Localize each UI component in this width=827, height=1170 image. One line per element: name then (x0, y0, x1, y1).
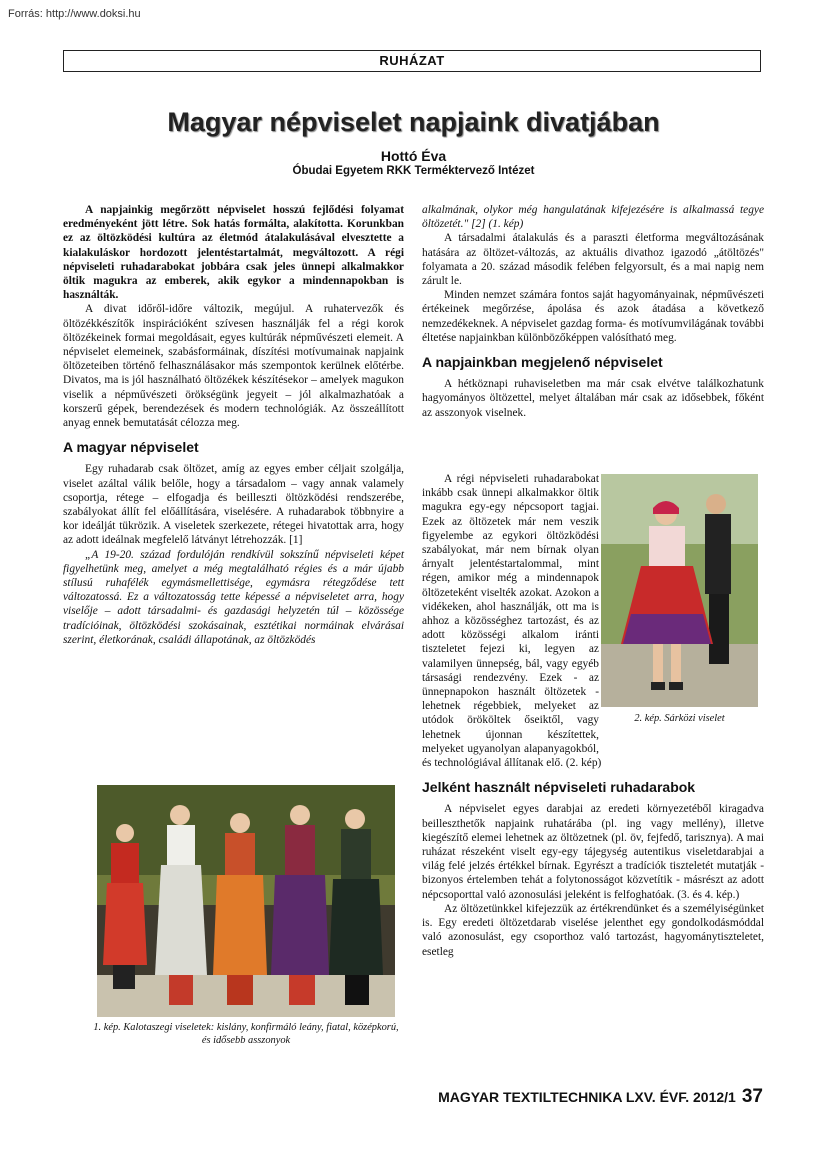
abstract-lead: A napjainkig megőrzött népviselet hosszú fejlődési folyamat eredményeként jött létre. Sok hatás formálta, alakította. Korunkban ez az öltözködési kultúra az életmód átalakulásával elvesztette a kialakuláskor hordozott jelentéstartalmát, megváltozott. A régi népviseleti ruhadarabokat jobbára csak jeles ünnepi alkalmakkor öltik magukra az emberek, akik egykor a mindennapokban is használták. (63, 204, 404, 302)
paragraph: Az öltözetünkkel kifejezzük az értékrendünket és a személyiségünket is. Egy eredeti öltözetdarab viselése jelenthet egy gondolkodásmóddal való azonosulást, egy csoporthoz való tartozást, hagyománytiszteletet, esetleg (422, 902, 764, 958)
quote: „A 19-20. század fordulóján rendkívül sokszínű népviseleti képet figyelhetünk meg, amelyet a még megtalálható régies és a már újabb stílusú ruhafélék egymásmellettisége, egymásra rétegződése tett változatossá. Ez a változatosság tette képessé a népviseletet arra, hogy viselője – adott társadalmi- és gazdasági helyzetén túl – közössége tradícióinak, öltözködési szokásainak, esztétikai normáinak elvárásai szerint, életkorának, családi állapotának, az öltözködés (63, 548, 404, 646)
left-column (63, 203, 404, 647)
footer (438, 1086, 763, 1108)
right-column-top (422, 203, 764, 420)
section-heading: A magyar népviselet (63, 439, 199, 456)
affiliation: Óbudai Egyetem RKK Terméktervező Intézet (292, 165, 535, 177)
section-heading: Jelként használt népviseleti ruhadarabok (422, 779, 696, 796)
paragraph: Minden nemzet számára fontos saját hagyományainak, népművészeti értékeinek megőrzése, ápolása és azok átadása a következő nemzedékeknek. A népviselet gazdag forma- és motívumvilágának további éltetése napjainkban különbözőképpen valósítható meg. (422, 289, 764, 344)
paragraph: A hétköznapi ruhaviseletben ma már csak elvétve találkozhatunk hagyományos öltözettel, melyet általában már csak az idősebbek, főként az asszonyok viselnek. (422, 378, 764, 419)
section-heading: A napjainkban megjelenő népviselet (422, 354, 663, 371)
journal-name: MAGYAR TEXTILTECHNIKA LXV. ÉVF. 2012/1 (438, 1089, 736, 1105)
section-header: RUHÁZAT (63, 50, 761, 72)
source-url: Forrás: http://www.doksi.hu (8, 8, 141, 20)
paragraph: Egy ruhadarab csak öltözet, amíg az egyes ember céljait szolgálja, viselet azáltal válik belőle, hogy a társadalom – vagy annak valamely csoportja, rétege – elfogadja és beilleszti öltözködési rendszerébe, szabályokat állít fel előállítására, viselésére. A ruhadarabok többnyire a kor ideálját tükrözik. A viseletek szerkezete, rétegei hivatottak arra, hogy az adott ideálnak megfelelő látványt létrehozzák. [1] (63, 463, 404, 547)
figure-1-caption: 1. kép. Kalotaszegi viseletek: kislány, konfirmáló leány, fiatal, középkorú, és idősebb asszonyok (93, 1022, 399, 1046)
page-number: 37 (741, 1086, 763, 1107)
figure-2-photo (601, 474, 758, 707)
figure-2-caption: 2. kép. Sárközi viselet (634, 713, 725, 724)
paragraph: A népviselet egyes darabjai az eredeti környezetéből kiragadva beilleszthetők napjaink ruhatárába (pl. ing vagy mellény), illetve kiegészítő elemei lehetnek az öltözetnek (pl. öv, fejfedő, tarisznya). A mai ruházat részeként viselt egy-egy tájegység autentikus viseletdarabjai a világ felé jelzés értékkel bírnak. Egyrészt a tradíciók tiszteletét mutatják - bizonyos értelemben tehát a folytonosságot közvetítik - másrészt az adott népcsoporttal való azonosulási jeleként is felfoghatóak. (3. és 4. kép.) (422, 803, 764, 901)
article-title: Magyar népviselet napjaink divatjában (167, 107, 660, 137)
paragraph: A társadalmi átalakulás és a paraszti életforma megváltozásának hatására az öltözet-változás, az aktuális divathoz igazodó „átöltözés" folyamata a 20. század második felében felgyorsult, és a mai napig nem zárult le. (422, 232, 764, 288)
paragraph: A divat időről-időre változik, megújul. A ruhatervezők és öltözékkészítők inspirációként szívesen használják fel a régi korok öltözékeinek formai megoldásait, egyes kultúrák népművészeti elemeit. A népviselet elemeinek, szabásformáinak, díszítési motívumainak napjaink öltözeteiben történő felhasználásakor más szempontok kerülnek előtérbe. Divatos, ma is jól használható öltözékek készítésekor – amelyek magukon viselik a népművészeti örökségünk jegyeit – jól alkalmazhatóak a korszerű gépek, berendezések és modern technológiák. Az összeállított anyag ennek bemutatását célozza meg. (63, 303, 404, 430)
author: Hottó Éva (380, 148, 447, 164)
quote-end: alkalmának, olykor még hangulatának kifejezésére is alkalmassá tegye öltözetét." [2] (1. kép) (422, 204, 764, 231)
figure-1-photo (97, 785, 395, 1017)
paragraph: A régi népviseleti ruhadarabokat inkább csak ünnepi alkalmakkor öltik magukra egy-egy népcsoport tagjai. Ezek az öltözetek már nem veszik figyelembe az egykori öltözködési szabályokat, már nem bírnak olyan árnyalt jelentéstartalommal, mint régen, amikor még a mindennapok öltözeteként viselték azokat. Azokon a vidékeken, ahol használják, ott ma is ahhoz a közösséghez tartozást, és az adott közösségi alkalom iránti tiszteletet fejezi ki, legyen az valamilyen ünnepség, bál, vagy egyéb társasági rendezvény. Ezek - az ünnepnapokon használt öltözetek - lehetnek régebbiek, melyeket az utódok örököltek őseiktől, vagy lehetnek újonnan készítettek, melyeket ugyanolyan alapanyagokból, és technológiával állítanak elő. (2. kép) (422, 473, 602, 770)
